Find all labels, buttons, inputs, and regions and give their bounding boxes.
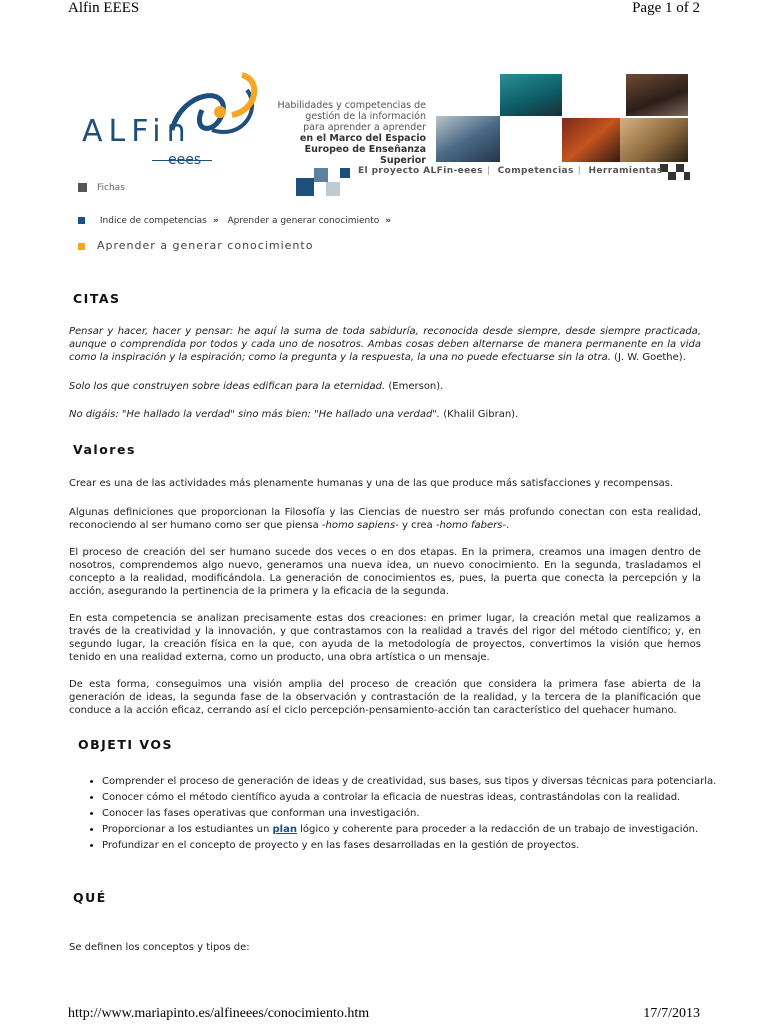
breadcrumb xyxy=(78,216,397,226)
quote-author: (Khalil Gibran). xyxy=(440,409,519,420)
que-paragraph-1: Se definen los conceptos y tipos de: xyxy=(69,942,250,953)
tagline-line-4: en el Marco del Espacio xyxy=(299,133,426,144)
valores-paragraph-3: El proceso de creación del ser humano sucede dos veces o en dos etapas. En la primera, creamos una imagen dentro de nosotros, comprendemos algo nuevo, generamos una nueva idea, un nuevo conocimiento. En la segunda, trasladamos el concepto a la realidad, modificándola. La generación de conocimientos es, pues, la puerta que conecta la percepción y la acción, asegurando la pertinencia de la primera y la eficacia de la segunda. xyxy=(69,547,701,597)
tagline-line-5: Europeo de Enseñanza Superior xyxy=(304,144,426,166)
text-span: lógico y coherente para proceder a la redacción de un trabajo de investigación. xyxy=(296,824,699,835)
logo-text: ALFin xyxy=(82,114,192,149)
list-item: • Conocer las fases operativas que conforman una investigación. xyxy=(102,807,717,820)
text-span: Proporcionar a los estudiantes un xyxy=(102,824,273,835)
valores-paragraph-2 xyxy=(69,506,701,532)
photo-group-students xyxy=(436,116,500,162)
alfin-logo[interactable] xyxy=(82,70,262,170)
fichas-link[interactable] xyxy=(78,183,125,193)
valores-paragraph-5: De esta forma, conseguimos una visión amplia del proceso de creación que considera la primera fase abierta de la generación de ideas, la segunda fase de la observación y contrastación de la realidad, y la tercera de la planificación que conduce a la acción eficaz, cerrando así el ciclo percepción-pensamiento-acción tan característico del quehacer humano. xyxy=(69,679,701,716)
top-nav: El proyecto ALFin-eees | Competencias | Herramientas xyxy=(358,166,663,176)
tagline-line-3: para aprender a aprender xyxy=(303,122,426,133)
nav-competencias-link[interactable]: Competencias xyxy=(497,166,574,176)
breadcrumb-square-icon xyxy=(78,217,85,224)
fichas-label: Fichas xyxy=(97,183,125,193)
photo-students-jumping xyxy=(500,74,562,116)
nav-herramientas-link[interactable]: Herramientas xyxy=(588,166,663,176)
banner-tagline xyxy=(266,100,426,166)
nav-proyecto-link[interactable]: El proyecto ALFin-eees xyxy=(358,166,483,176)
quote-text: No digáis: "He hallado la verdad" sino más bien: "He hallado una verdad". xyxy=(69,409,441,420)
quote-text: Pensar y hacer, hacer y pensar: he aquí la suma de toda sabiduría, reconocida desde siempre, desde siempre practicada, aunque o comprendida por todos y cada uno de nosotros. Ambas cosas deben alternarse de manera permanente en la vida como la inspiración y la espiración; como la pregunta y la respuesta, la una no puede efectuarse sin la otra. xyxy=(69,326,701,363)
quote-emerson xyxy=(69,380,701,393)
photo-student-studying xyxy=(562,118,620,162)
quote-author: (J. W. Goethe). xyxy=(610,352,686,363)
list-item: • Profundizar en el concepto de proyecto y en las fases desarrolladas en la gestión de proyectos. xyxy=(102,839,717,852)
print-footer-url: http://www.mariapinto.es/alfineees/conocimiento.htm xyxy=(68,1006,370,1021)
breadcrumb-item-aprender[interactable]: Aprender a generar conocimiento xyxy=(227,216,380,226)
list-item: • Conocer cómo el método científico ayuda a controlar la eficacia de nuestras ideas, contrastándolas con la realidad. xyxy=(102,791,717,804)
banner-corner-deco-icon xyxy=(296,164,356,200)
text-span: -. xyxy=(502,520,510,531)
orange-square-icon xyxy=(78,243,85,250)
valores-paragraph-1: Crear es una de las actividades más plenamente humanas y una de las que produce más satisfacciones y recompensas. xyxy=(69,478,674,489)
plan-link[interactable]: plan xyxy=(272,824,297,835)
list-item: • Comprender el proceso de generación de ideas y de creatividad, sus bases, sus tipos y diversas técnicas para potenciarla. xyxy=(102,775,717,788)
quote-text: Solo los que construyen sobre ideas edifican para la eternidad. xyxy=(69,381,386,392)
italic-term: homo sapiens xyxy=(325,520,396,531)
current-page-title xyxy=(78,239,313,252)
valores-paragraph-4: En esta competencia se analizan precisamente estas dos creaciones: en primer lugar, la creación metal que realizamos a través de la creatividad y la innovación, y que contrastamos con la realidad a través del rigor del método científico; y, en segundo lugar, la creación física en la que, con ayuda de la metodología de proyectos, convertimos la visión que hemos tenido en una realidad externa, como un producto, una obra artística o un mensaje. xyxy=(69,613,701,663)
tagline-line-1: Habilidades y competencias de xyxy=(277,100,426,111)
objetivos-list xyxy=(86,775,717,855)
banner-checker-deco-icon xyxy=(660,164,690,180)
print-header-title: Alfin EEES xyxy=(68,0,140,16)
print-header-page: Page 1 of 2 xyxy=(632,0,700,16)
text-span: Algunas definiciones que proporcionan la Filosofía y las Ciencias de nuestro ser más profundo conectan con esta realidad, reconociendo al ser humano como ser que piensa - xyxy=(69,507,701,531)
section-objetivos-title: OBJETI VOS xyxy=(78,737,173,752)
tagline-line-2: gestión de la información xyxy=(305,111,426,122)
photo-student-reading xyxy=(626,74,688,116)
section-citas-title: CITAS xyxy=(73,291,121,306)
fichas-square-icon xyxy=(78,183,87,192)
breadcrumb-separator: » xyxy=(212,216,219,226)
quote-author: (Emerson). xyxy=(385,381,444,392)
section-valores-title: Valores xyxy=(73,442,136,457)
quote-gibran xyxy=(69,408,701,421)
banner-photo-collage xyxy=(432,74,688,164)
breadcrumb-separator: » xyxy=(385,216,392,226)
print-footer-date: 17/7/2013 xyxy=(643,1006,700,1021)
text-span: - y crea - xyxy=(395,520,440,531)
breadcrumb-item-indice[interactable]: Indice de competencias xyxy=(99,216,207,226)
logo-subtext: eees xyxy=(168,152,202,168)
section-que-title: QUÉ xyxy=(73,890,107,905)
italic-term: homo fabers xyxy=(439,520,503,531)
photo-team-meeting xyxy=(620,118,688,162)
quote-goethe xyxy=(69,325,701,364)
current-page-label: Aprender a generar conocimiento xyxy=(97,239,314,252)
list-item xyxy=(102,823,717,836)
